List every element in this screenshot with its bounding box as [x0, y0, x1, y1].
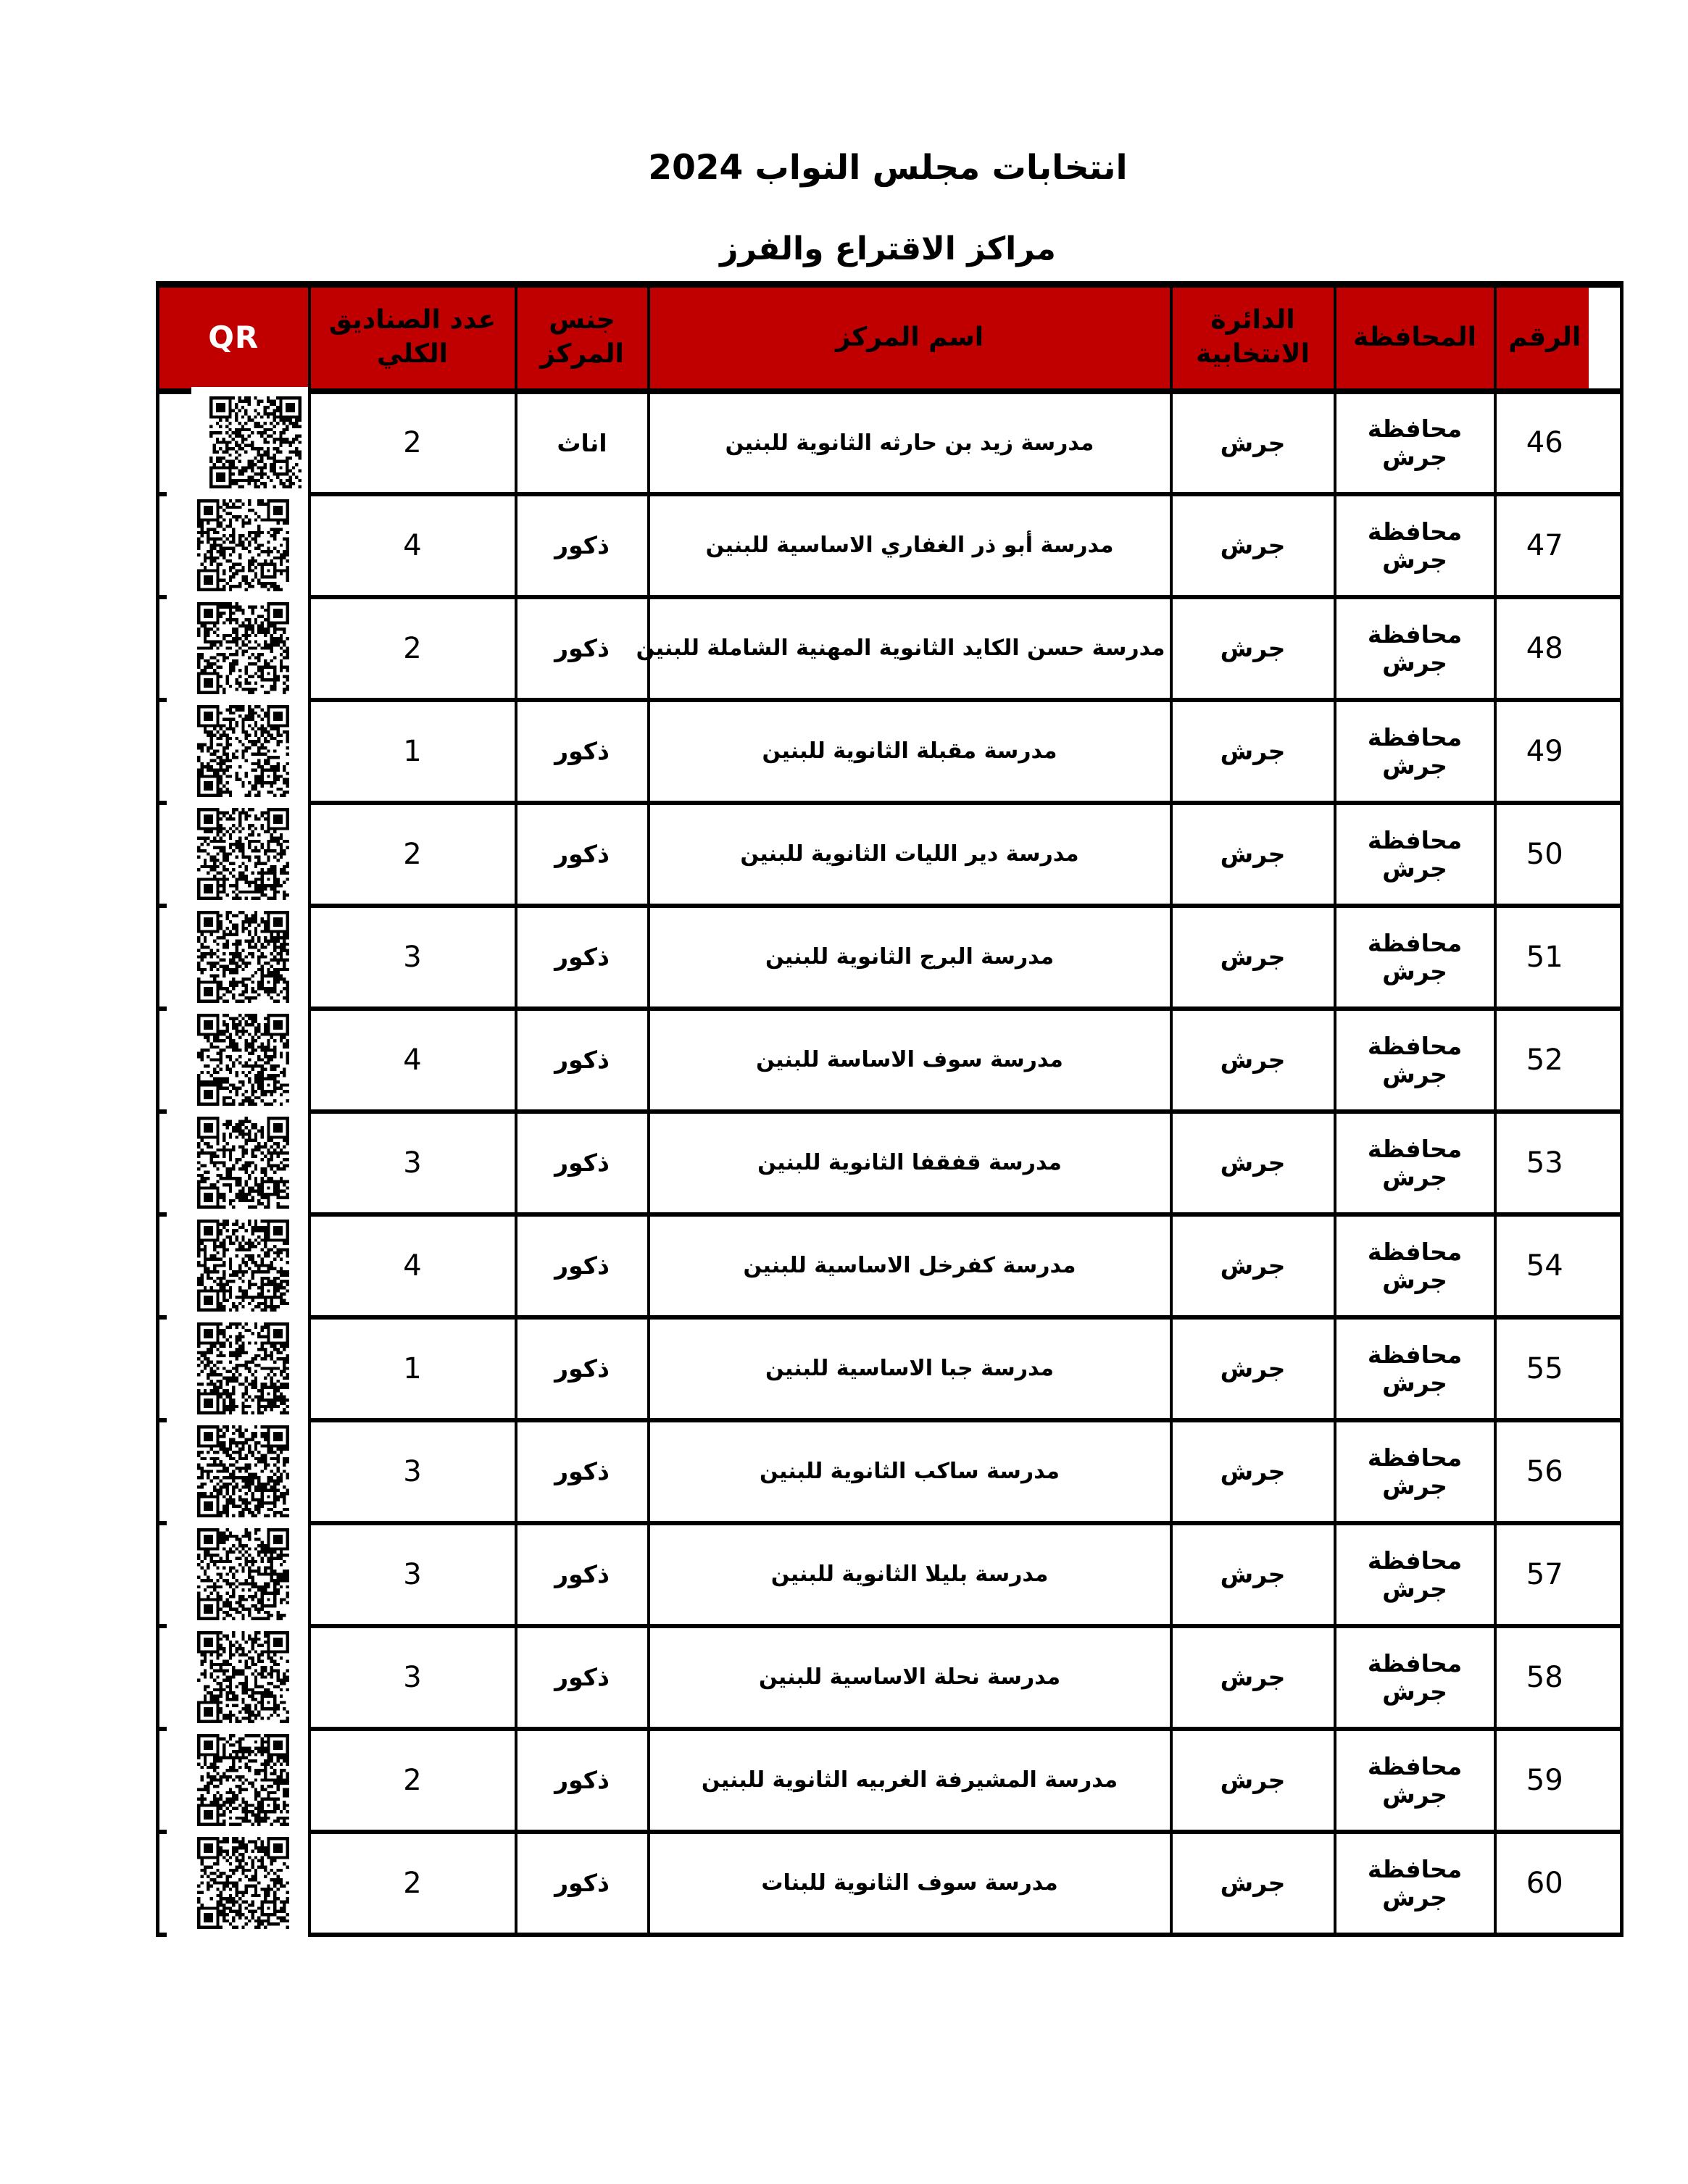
cell-center-name: مدرسة سوف الاساسة للبنين: [649, 1009, 1171, 1112]
table-row: [158, 1317, 1622, 1420]
cell-district: جرش: [1171, 1317, 1335, 1420]
qr-code-icon: [197, 499, 289, 591]
header-number: الرقم: [1495, 285, 1622, 391]
qr-cell: [158, 1729, 309, 1832]
cell-center-name: مدرسة مقبلة الثانوية للبنين: [649, 700, 1171, 803]
cell-center-gender: ذكور: [516, 1317, 649, 1420]
cell-governorate: محافظة جرش: [1335, 1317, 1495, 1420]
cell-center-name: مدرسة المشيرفة الغربيه الثانوية للبنين: [649, 1729, 1171, 1832]
header-district: الدائرة الانتخابية: [1171, 285, 1335, 391]
table-row: [158, 597, 1622, 700]
cell-district: جرش: [1171, 1214, 1335, 1317]
cell-district: جرش: [1171, 391, 1335, 494]
qr-code-icon: [197, 1014, 289, 1106]
qr-image-background: [167, 1314, 308, 1424]
cell-district: جرش: [1171, 1523, 1335, 1626]
qr-code-icon: [197, 808, 289, 900]
qr-cell: [158, 1112, 309, 1214]
cell-center-name: مدرسة جبا الاساسية للبنين: [649, 1317, 1171, 1420]
cell-center-gender: ذكور: [516, 597, 649, 700]
cell-center-gender: ذكور: [516, 1009, 649, 1112]
table-row: [158, 1214, 1622, 1317]
qr-cell: [158, 1009, 309, 1112]
cell-center-name: مدرسة سوف الثانوية للبنات: [649, 1832, 1171, 1935]
cell-total-boxes: 3: [309, 1420, 516, 1523]
cell-district: جرش: [1171, 1420, 1335, 1523]
header-governorate: المحافظة: [1335, 285, 1495, 391]
polling-centers-table: [156, 281, 1623, 1937]
qr-cell: [158, 1832, 309, 1935]
cell-governorate: محافظة جرش: [1335, 494, 1495, 597]
qr-cell: [158, 391, 309, 494]
cell-district: جرش: [1171, 1729, 1335, 1832]
qr-image-background: [167, 1828, 308, 1938]
qr-image-background: [167, 696, 308, 807]
table-row: [158, 1832, 1622, 1935]
cell-number: 47: [1495, 494, 1622, 597]
qr-code-icon: [197, 911, 289, 1003]
cell-total-boxes: 3: [309, 1523, 516, 1626]
cell-center-gender: ذكور: [516, 1626, 649, 1729]
qr-image-background: [167, 1211, 308, 1321]
cell-total-boxes: 1: [309, 700, 516, 803]
qr-code-icon: [197, 1220, 289, 1312]
cell-center-name: مدرسة نحلة الاساسية للبنين: [649, 1626, 1171, 1729]
cell-total-boxes: 2: [309, 597, 516, 700]
cell-total-boxes: 3: [309, 1112, 516, 1214]
cell-total-boxes: 4: [309, 494, 516, 597]
qr-image-background: [191, 387, 308, 498]
qr-code-icon: [197, 1837, 289, 1929]
cell-number: 46: [1495, 391, 1622, 494]
cell-total-boxes: 4: [309, 1009, 516, 1112]
cell-number: 50: [1495, 803, 1622, 906]
cell-governorate: محافظة جرش: [1335, 1112, 1495, 1214]
cell-center-gender: ذكور: [516, 1112, 649, 1214]
table-row: [158, 1009, 1622, 1112]
cell-district: جرش: [1171, 1112, 1335, 1214]
cell-governorate: محافظة جرش: [1335, 803, 1495, 906]
qr-cell: [158, 1214, 309, 1317]
cell-number: 53: [1495, 1112, 1622, 1214]
cell-center-gender: ذكور: [516, 700, 649, 803]
qr-cell: [158, 1626, 309, 1729]
cell-center-name: مدرسة البرج الثانوية للبنين: [649, 906, 1171, 1009]
qr-code-icon: [197, 602, 289, 694]
cell-number: 60: [1495, 1832, 1622, 1935]
cell-center-gender: ذكور: [516, 1420, 649, 1523]
cell-center-gender: ذكور: [516, 1214, 649, 1317]
header-center-name: اسم المركز: [649, 285, 1171, 391]
cell-center-name: مدرسة حسن الكايد الثانوية المهنية الشاملة للبنين: [649, 597, 1171, 700]
cell-total-boxes: 2: [309, 803, 516, 906]
qr-cell: [158, 906, 309, 1009]
cell-center-name: مدرسة زيد بن حارثه الثانوية للبنين: [649, 391, 1171, 494]
qr-image-background: [167, 1520, 308, 1630]
cell-district: جرش: [1171, 1832, 1335, 1935]
polling-centers-table-wrap: [156, 281, 1623, 1937]
qr-image-background: [167, 799, 308, 909]
cell-center-gender: ذكور: [516, 803, 649, 906]
qr-image-background: [167, 1005, 308, 1115]
qr-cell: [158, 1420, 309, 1523]
cell-district: جرش: [1171, 700, 1335, 803]
cell-center-name: مدرسة كفرخل الاساسية للبنين: [649, 1214, 1171, 1317]
cell-total-boxes: 1: [309, 1317, 516, 1420]
cell-center-gender: ذكور: [516, 1832, 649, 1935]
cell-district: جرش: [1171, 906, 1335, 1009]
cell-district: جرش: [1171, 1626, 1335, 1729]
cell-district: جرش: [1171, 494, 1335, 597]
qr-cell: [158, 1523, 309, 1626]
qr-cell: [158, 494, 309, 597]
qr-cell: [158, 1317, 309, 1420]
qr-code-icon: [197, 1734, 289, 1826]
cell-number: 58: [1495, 1626, 1622, 1729]
cell-governorate: محافظة جرش: [1335, 597, 1495, 700]
page-subtitle: مراكز الاقتراع والفرز: [720, 230, 1056, 267]
qr-cell: [158, 700, 309, 803]
cell-center-gender: ذكور: [516, 494, 649, 597]
table-row: [158, 1729, 1622, 1832]
cell-center-name: مدرسة بليلا الثانوية للبنين: [649, 1523, 1171, 1626]
table-row: [158, 803, 1622, 906]
cell-governorate: محافظة جرش: [1335, 1729, 1495, 1832]
cell-total-boxes: 2: [309, 391, 516, 494]
cell-governorate: محافظة جرش: [1335, 1832, 1495, 1935]
cell-number: 54: [1495, 1214, 1622, 1317]
cell-district: جرش: [1171, 803, 1335, 906]
cell-number: 57: [1495, 1523, 1622, 1626]
table-body: [158, 391, 1622, 1935]
cell-total-boxes: 2: [309, 1832, 516, 1935]
cell-center-gender: ذكور: [516, 1523, 649, 1626]
cell-governorate: محافظة جرش: [1335, 906, 1495, 1009]
table-row: [158, 1112, 1622, 1214]
table-row: [158, 391, 1622, 494]
cell-center-gender: ذكور: [516, 1729, 649, 1832]
table-row: [158, 1523, 1622, 1626]
cell-center-name: مدرسة قفقفا الثانوية للبنين: [649, 1112, 1171, 1214]
cell-number: 52: [1495, 1009, 1622, 1112]
cell-center-gender: ذكور: [516, 906, 649, 1009]
cell-number: 49: [1495, 700, 1622, 803]
cell-total-boxes: 3: [309, 1626, 516, 1729]
qr-image-background: [167, 491, 308, 601]
qr-cell: [158, 803, 309, 906]
cell-governorate: محافظة جرش: [1335, 1626, 1495, 1729]
cell-district: جرش: [1171, 597, 1335, 700]
qr-code-icon: [197, 705, 289, 797]
cell-governorate: محافظة جرش: [1335, 1420, 1495, 1523]
header-center-gender: جنس المركز: [516, 285, 649, 391]
cell-number: 55: [1495, 1317, 1622, 1420]
qr-cell: [158, 597, 309, 700]
qr-image-background: [167, 1108, 308, 1218]
cell-center-name: مدرسة دير الليات الثانوية للبنين: [649, 803, 1171, 906]
header-qr: QR: [158, 285, 309, 391]
page-title: انتخابات مجلس النواب 2024: [648, 148, 1128, 188]
table-row: [158, 1420, 1622, 1523]
qr-image-background: [167, 1622, 308, 1733]
cell-center-name: مدرسة ساكب الثانوية للبنين: [649, 1420, 1171, 1523]
qr-image-background: [167, 902, 308, 1012]
cell-total-boxes: 4: [309, 1214, 516, 1317]
table-row: [158, 494, 1622, 597]
qr-code-icon: [197, 1528, 289, 1620]
cell-number: 56: [1495, 1420, 1622, 1523]
qr-code-icon: [209, 396, 302, 488]
cell-governorate: محافظة جرش: [1335, 391, 1495, 494]
cell-total-boxes: 2: [309, 1729, 516, 1832]
cell-number: 59: [1495, 1729, 1622, 1832]
table-row: [158, 1626, 1622, 1729]
cell-number: 48: [1495, 597, 1622, 700]
table-header-row: [158, 285, 1622, 391]
cell-total-boxes: 3: [309, 906, 516, 1009]
header-total-boxes: عدد الصناديق الكلي: [309, 285, 516, 391]
cell-governorate: محافظة جرش: [1335, 1009, 1495, 1112]
qr-code-icon: [197, 1425, 289, 1517]
cell-governorate: محافظة جرش: [1335, 1214, 1495, 1317]
table-row: [158, 906, 1622, 1009]
cell-center-gender: اناث: [516, 391, 649, 494]
qr-image-background: [167, 1725, 308, 1835]
cell-number: 51: [1495, 906, 1622, 1009]
cell-governorate: محافظة جرش: [1335, 700, 1495, 803]
cell-center-name: مدرسة أبو ذر الغفاري الاساسية للبنين: [649, 494, 1171, 597]
qr-code-icon: [197, 1117, 289, 1209]
qr-code-icon: [197, 1631, 289, 1723]
qr-code-icon: [197, 1322, 289, 1414]
cell-district: جرش: [1171, 1009, 1335, 1112]
table-row: [158, 700, 1622, 803]
cell-governorate: محافظة جرش: [1335, 1523, 1495, 1626]
qr-image-background: [167, 593, 308, 704]
qr-image-background: [167, 1417, 308, 1527]
